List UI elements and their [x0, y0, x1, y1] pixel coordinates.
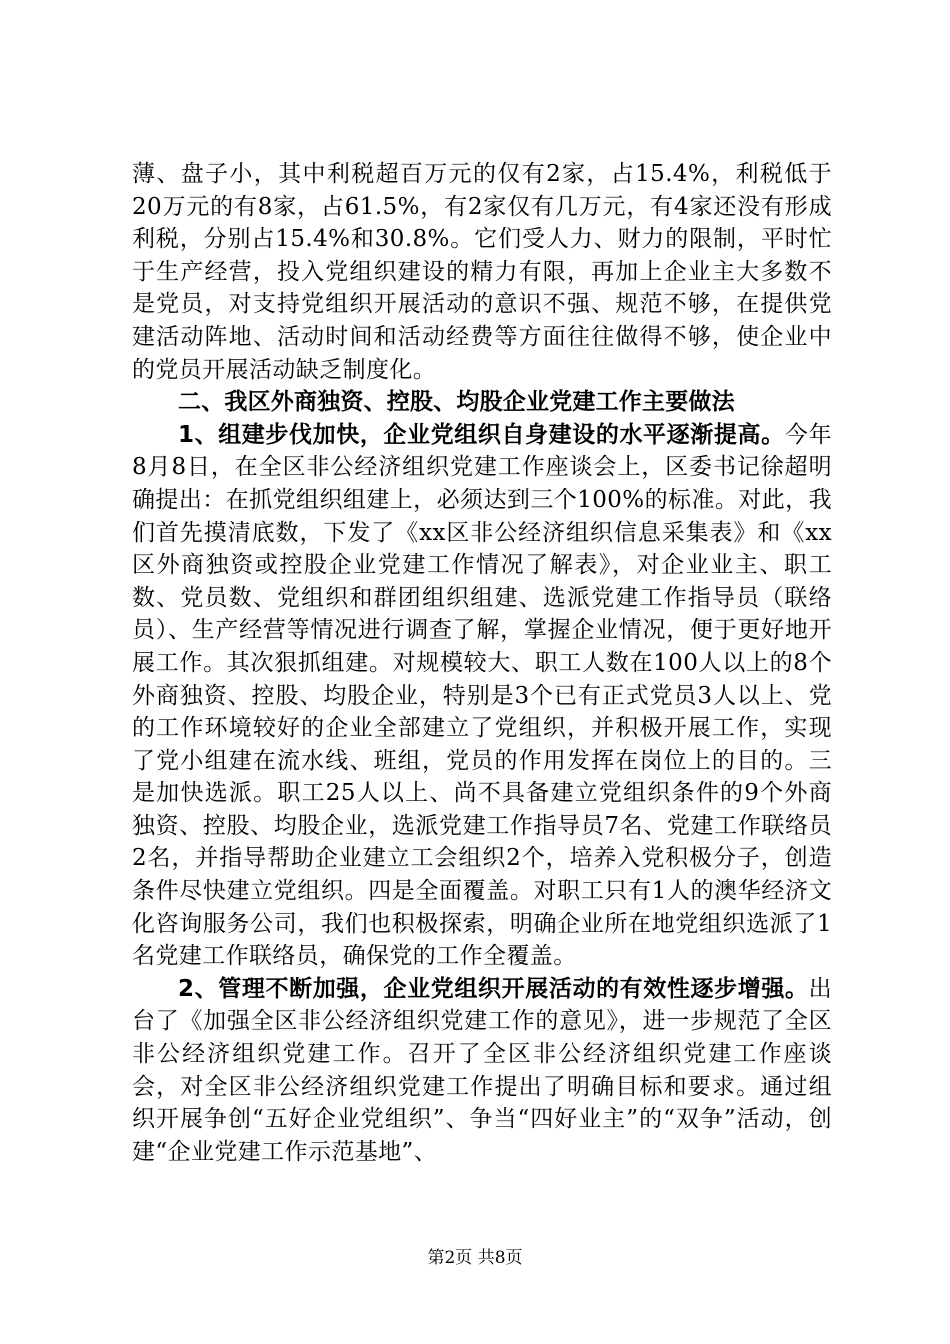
paragraph-continuation	[132, 158, 832, 386]
document-body	[132, 158, 832, 1168]
paragraph-text: 薄、盘子小，其中利税超百万元的仅有2家，占15.4%，利税低于20万元的有8家，占61.5%，有2家仅有几万元，有4家还没有形成利税，分别占15.4%和30.8%。它们受人力、财力的限制，平时忙于生产经营，投入党组织建设的精力有限，再加上企业主大多数不是党员，对支持党组织开展活动的意识不强、规范不够，在提供党建活动阵地、活动时间和活动经费等方面往往做得不够，使企业中的党员开展活动缺乏制度化。	[132, 161, 832, 383]
paragraph-management	[132, 973, 832, 1169]
paragraph-lead-heading: 1、组建步伐加快，企业党组织自身建设的水平逐渐提高。	[178, 421, 785, 448]
page-number-footer: 第2页 共8页	[427, 1248, 523, 1268]
section-heading: 二、我区外商独资、控股、均股企业党建工作主要做法	[178, 389, 735, 416]
paragraph-text: 今年8月8日，在全区非公经济组织党建工作座谈会上，区委书记徐超明确提出：在抓党组织组建上，必须达到三个100%的标准。对此，我们首先摸清底数，下发了《xx区非公经济组织信息采集表》和《xx区外商独资或控股企业党建工作情况了解表》，对企业业主、职工数、党员数、党组织和群团组织组建、选派党建工作指导员（联络员）、生产经营等情况进行调查了解，掌握企业情况，便于更好地开展工作。其次狠抓组建。对规模较大、职工人数在100人以上的8个外商独资、控股、均股企业，特别是3个已有正式党员3人以上、党的工作环境较好的企业全部建立了党组织，并积极开展工作，实现了党小组建在流水线、班组，党员的作用发挥在岗位上的目的。三是加快选派。职工25人以上、尚不具备建立党组织条件的9个外商独资、控股、均股企业，选派党建工作指导员7名、党建工作联络员2名，并指导帮助企业建立工会组织2个，培养入党积极分子，创造条件尽快建立党组织。四是全面覆盖。对职工只有1人的澳华经济文化咨询服务公司，我们也积极探索，明确企业所在地党组织选派了1名党建工作联络员，确保党的工作全覆盖。	[132, 421, 832, 970]
paragraph-organization-building	[132, 419, 832, 973]
paragraph-text: 出台了《加强全区非公经济组织党建工作的意见》，进一步规范了全区非公经济组织党建工作。召开了全区非公经济组织党建工作座谈会，对全区非公经济组织党建工作提出了明确目标和要求。通过组织开展争创“五好企业党组织”、争当“四好业主”的“双争”活动，创建“企业党建工作示范基地”、	[132, 975, 832, 1165]
paragraph-lead-heading: 2、管理不断加强，企业党组织开展活动的有效性逐步增强。	[178, 975, 809, 1002]
